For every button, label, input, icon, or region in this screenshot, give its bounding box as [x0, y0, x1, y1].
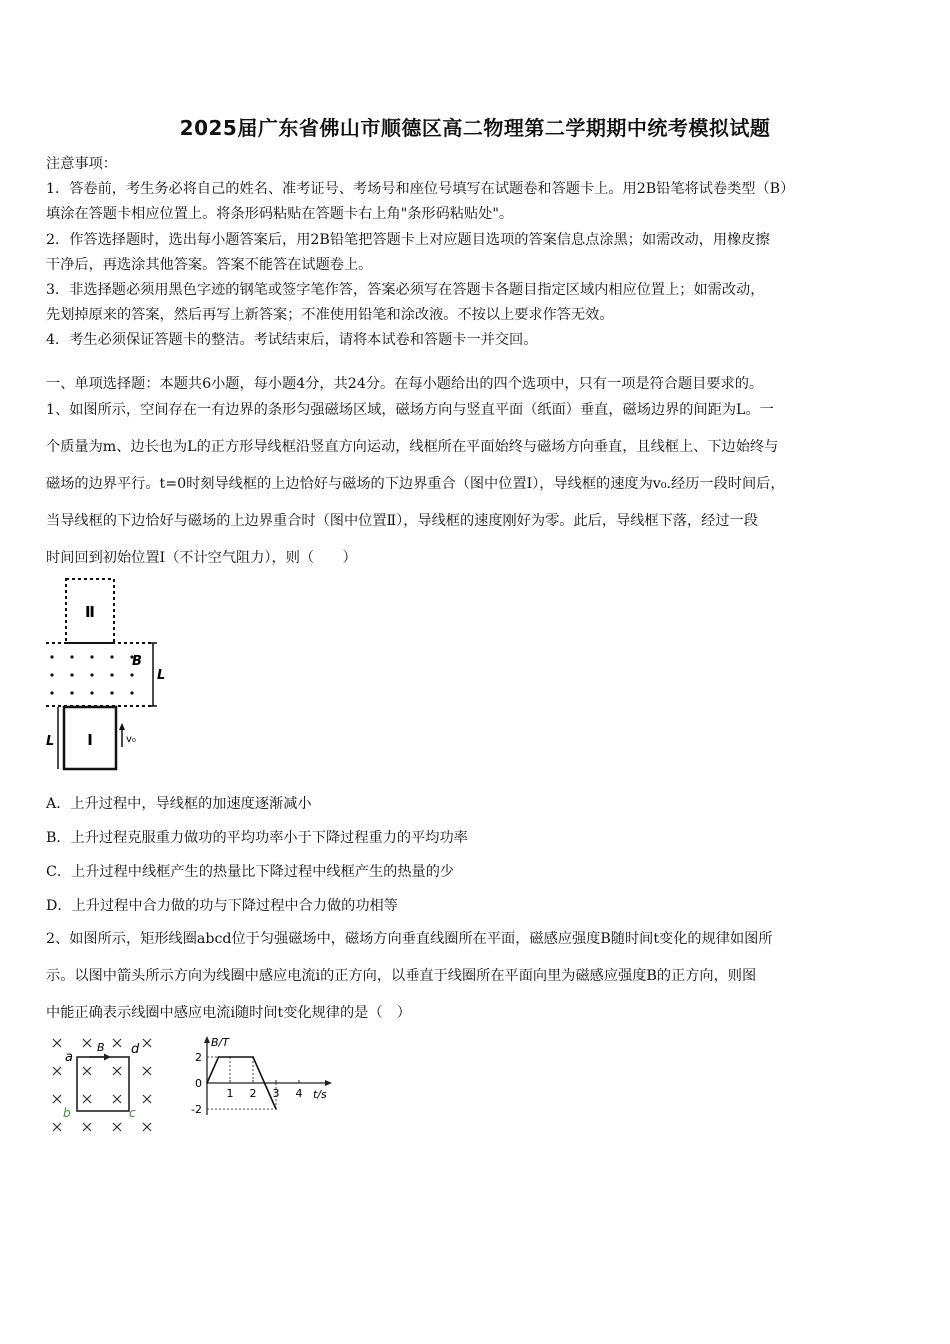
- dimension-l-right: L: [157, 668, 166, 683]
- x-tick-label: 3: [272, 1087, 280, 1100]
- notice-line: 3．非选择题必须用黑色字迹的钢笔或签字笔作答，答案必须写在答题卡各题目指定区域内相应位置上；如需改动，: [46, 282, 765, 299]
- notice-line: 填涂在答题卡相应位置上。将条形码粘贴在答题卡右上角"条形码粘贴处"。: [46, 206, 514, 223]
- section-heading: 一、单项选择题：本题共6小题，每小题4分，共24分。在每小题给出的四个选项中，只有一项是符合题目要求的。: [46, 376, 764, 392]
- y-tick-label: 2: [195, 1051, 202, 1064]
- notice-line: 先划掉原来的答案，然后再写上新答案；不准使用铅笔和涂改液。不按以上要求作答无效。: [46, 307, 614, 324]
- frame-position-1-label: Ⅰ: [87, 731, 93, 749]
- coil-label-b: b: [63, 1106, 71, 1120]
- y-axis-arrow-icon: [204, 1036, 210, 1043]
- question-line: 1、如图所示，空间存在一有边界的条形匀强磁场区域，磁场方向与竖直平面（纸面）垂直，磁场边界的间距为L。一: [46, 402, 774, 418]
- data-point: [229, 1056, 231, 1058]
- data-point: [275, 1108, 277, 1110]
- coil-label-b-field: B: [97, 1041, 105, 1054]
- question-line: 个质量为m、边长也为L的正方形导线框沿竖直方向运动，线框所在平面始终与磁场方向垂直，且线框上、下边始终与: [46, 439, 779, 455]
- option-a[interactable]: A．上升过程中，导线框的加速度逐渐减小: [46, 796, 312, 812]
- magnetic-field-figure: [40, 575, 180, 775]
- x-tick-label: 2: [249, 1087, 257, 1100]
- coil-figure: [45, 1033, 165, 1138]
- data-point: [252, 1056, 254, 1058]
- question-line: 磁场的边界平行。t=0时刻导线框的上边恰好与磁场的下边界重合（图中位置I），导线框的速度为v₀.经历一段时间后，: [46, 476, 785, 492]
- y-tick-label: -2: [191, 1103, 202, 1116]
- notice-line: 1．答卷前，考生务必将自己的姓名、准考证号、考场号和座位号填写在试题卷和答题卡上。用2B铅笔将试卷类型（B）: [46, 181, 795, 198]
- y-axis-label: B/T: [211, 1036, 229, 1049]
- option-b[interactable]: B．上升过程克服重力做功的平均功率小于下降过程重力的平均功率: [46, 830, 468, 846]
- b-t-chart: [185, 1033, 340, 1123]
- current-arrow-head-icon: [104, 1054, 111, 1061]
- question-line: 当导线框的下边恰好与磁场的上边界重合时（图中位置Ⅱ），导线框的速度刚好为零。此后，导线框下落，经过一段: [46, 513, 758, 529]
- frame-position-2-label: Ⅱ: [85, 603, 95, 621]
- y-tick-label: 0: [195, 1077, 202, 1090]
- coil-label-a: a: [65, 1050, 73, 1065]
- notice-line: 2．作答选择题时，选出每小题答案后，用2B铅笔把答题卡上对应题目选项的答案信息点涂黑；如需改动，用橡皮擦: [46, 231, 770, 248]
- x-tick-label: 4: [295, 1087, 303, 1100]
- data-point: [218, 1056, 220, 1058]
- field-dots: [50, 655, 133, 694]
- question-line: 2、如图所示，矩形线圈abcd位于匀强磁场中，磁场方向垂直线圈所在平面，磁感应强度B随时间t变化的规律如图所: [46, 931, 773, 947]
- x-tick-label: 1: [226, 1087, 234, 1100]
- question-line: 时间回到初始位置I（不计空气阻力），则（ ）: [46, 550, 357, 566]
- notice-heading: 注意事项：: [46, 156, 117, 172]
- data-point: [206, 1082, 208, 1084]
- coil-label-c: c: [129, 1106, 136, 1120]
- notice-line: 干净后，再选涂其他答案。答案不能答在试题卷上。: [46, 256, 373, 273]
- notice-block: [46, 152, 916, 354]
- x-axis-label: t/s: [313, 1088, 327, 1101]
- question-1-stem: [46, 392, 916, 577]
- option-d[interactable]: D．上升过程中合力做的功与下降过程中合力做的功相等: [46, 898, 398, 914]
- dimension-l-left: L: [46, 734, 55, 749]
- notice-line: 4．考生必须保证答题卡的整洁。考试结束后，请将本试卷和答题卡一并交回。: [46, 332, 538, 349]
- x-axis-arrow-icon: [325, 1080, 332, 1086]
- question-2-stem: [46, 921, 916, 1032]
- coil-rectangle: [77, 1057, 129, 1111]
- velocity-arrow-head-icon: [119, 723, 125, 730]
- coil-label-d: d: [131, 1042, 140, 1057]
- option-c[interactable]: C．上升过程中线框产生的热量比下降过程中线框产生的热量的少: [46, 864, 455, 880]
- field-b-label: B: [132, 654, 142, 669]
- velocity-label: v₀: [126, 734, 136, 745]
- question-line: 中能正确表示线圈中感应电流i随时间t变化规律的是（ ）: [46, 1005, 411, 1021]
- question-line: 示。以图中箭头所示方向为线圈中感应电流i的正方向，以垂直于线圈所在平面向里为磁感应强度B的正方向，则图: [46, 968, 757, 984]
- question-1-options: [46, 787, 468, 923]
- exam-title: 2025届广东省佛山市顺德区高二物理第二学期期中统考模拟试题: [179, 116, 771, 140]
